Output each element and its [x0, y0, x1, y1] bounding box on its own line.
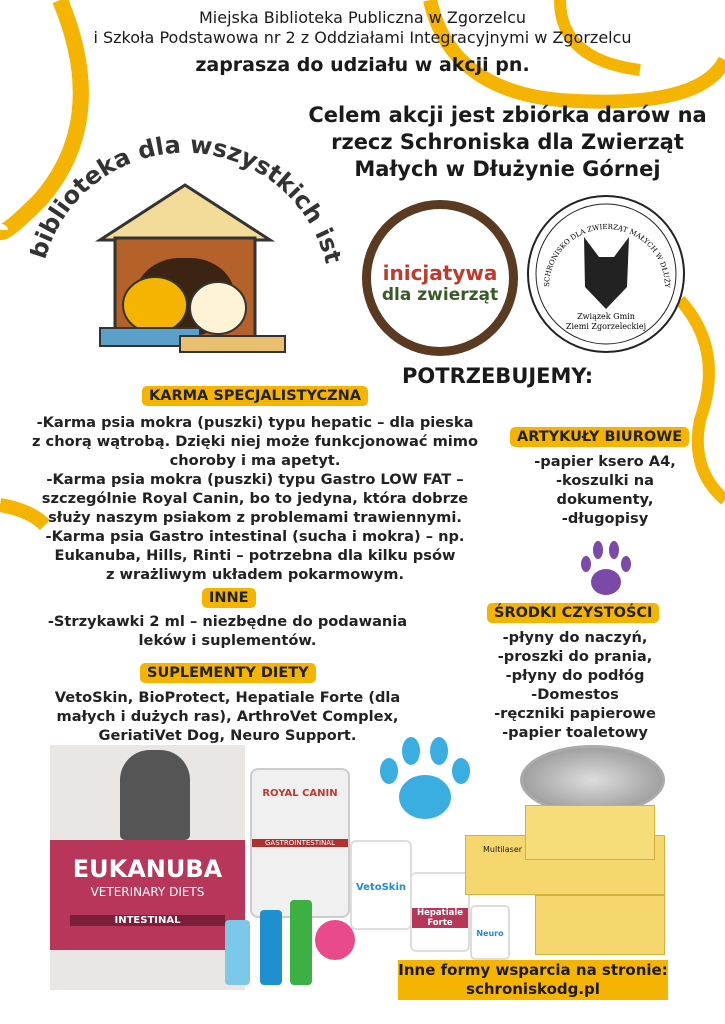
vetoskin-label: VetoSkin	[355, 882, 407, 893]
svg-text:Ziemi Zgorzeleckiej: Ziemi Zgorzeleckiej	[565, 322, 647, 331]
inne-label: INNE	[202, 588, 256, 608]
campaign-logo-text: iblioteka dla wszystkich i	[30, 130, 339, 247]
svg-text:SCHRONISKO DLA ZWIERZĄT MAŁYCH: SCHRONISKO DLA ZWIERZĄT MAŁYCH W DŁUŻY	[542, 222, 672, 288]
royal-canin-product: GASTROINTESTINAL	[252, 839, 348, 847]
initiative-logo-line-2: dla zwierząt	[381, 285, 499, 305]
goal-line-2: rzecz Schroniska dla Zwierząt	[331, 130, 684, 154]
goal-line-1: Celem akcji jest zbiórka darów na	[308, 103, 707, 127]
goal-line-3: Małych w Dłużynie Górnej	[354, 157, 661, 181]
karma-line: szczególnie Royal Canin, bo to jedyna, która dobrze	[41, 490, 469, 507]
biurowe-line: -długopisy	[561, 510, 649, 527]
vetoskin-jar-image	[350, 840, 412, 930]
czystosci-line: -ręczniki papierowe	[494, 705, 656, 722]
svg-text:Związek Gmin: Związek Gmin	[577, 312, 635, 321]
suplementy-line: małych i dużych ras), ArthroVet Complex,	[56, 708, 399, 725]
suplementy-line: VetoSkin, BioProtect, Hepatiale Forte (dla	[54, 689, 401, 706]
suplementy-line: GeriatiVet Dog, Neuro Support.	[98, 727, 357, 744]
karma-line: choroby i ma apetyt.	[169, 452, 341, 469]
biurowe-line: -papier ksero A4,	[534, 453, 676, 470]
goal-text	[290, 102, 725, 183]
needs-title: POTRZEBUJEMY:	[402, 364, 594, 388]
karma-line: z chorą wątrobą. Dzięki niej może funkcjonować mimo	[31, 433, 479, 450]
neuro-label: Neuro	[476, 929, 504, 938]
karma-line: z wrażliwym układem pokarmowym.	[105, 566, 405, 583]
header-line-3: zaprasza do udziału w akcji pn.	[195, 54, 530, 76]
multilaser-label: Multilaser	[483, 845, 523, 854]
blue-paw-icon	[375, 735, 475, 825]
biurowe-line: dokumenty,	[556, 491, 654, 508]
shelter-seal	[527, 195, 685, 353]
czystosci-line: -płyny do podłóg	[505, 667, 645, 684]
hepatiale-jar-image	[410, 872, 470, 952]
footer-website-link[interactable]: schroniskodg.pl	[466, 980, 600, 998]
czystosci-text	[475, 628, 675, 742]
czystosci-line: -płyny do naczyń,	[502, 629, 648, 646]
karma-text	[5, 413, 505, 584]
inne-line: leków i suplementów.	[138, 632, 317, 649]
karma-line: Eukanuba, Hills, Rinti – potrzebna dla kilku psów	[54, 547, 456, 564]
initiative-logo	[362, 200, 518, 356]
eukanuba-subtitle: VETERINARY DIETS	[90, 885, 205, 899]
karma-line: -Karma psia Gastro intestinal (sucha i mokra) – np.	[45, 528, 465, 545]
footer-line-1: Inne formy wsparcia na stronie:	[398, 961, 668, 979]
biurowe-line: -koszulki na	[556, 472, 654, 489]
royal-canin-brand: ROYAL CANIN	[262, 788, 338, 799]
initiative-logo-line-1: inicjatywa	[382, 261, 498, 285]
purple-paw-icon	[578, 538, 634, 598]
eukanuba-intestinal: INTESTINAL	[70, 915, 225, 926]
biurowe-text	[505, 452, 705, 528]
karma-label: KARMA SPECJALISTYCZNA	[142, 386, 368, 406]
eukanuba-brand: EUKANUBA	[72, 855, 223, 883]
footer	[398, 960, 668, 1000]
karma-line: służy naszym psiakom z problemami trawiennymi.	[48, 509, 462, 526]
czystosci-label: ŚRODKI CZYSTOŚCI	[487, 603, 659, 623]
shelter-seal-graphic	[529, 197, 683, 351]
header-line-2: i Szkoła Podstawowa nr 2 z Oddziałami Integracyjnymi w Zgorzelcu	[93, 28, 632, 47]
czystosci-line: -proszki do prania,	[497, 648, 653, 665]
karma-line: -Karma psia mokra (puszki) typu Gastro LOW FAT –	[46, 471, 464, 488]
paper-reams-image	[465, 805, 665, 965]
czystosci-line: -Domestos	[531, 686, 619, 703]
czystosci-line: -papier toaletowy	[502, 724, 648, 741]
hepatiale-label: Hepatiale Forte	[412, 908, 468, 928]
biurowe-label: ARTYKUŁY BIUROWE	[510, 427, 689, 447]
karma-line: -Karma psia mokra (puszki) typu hepatic – dla pieska	[36, 414, 474, 431]
suplementy-label: SUPLEMENTY DIETY	[140, 663, 316, 683]
header-line-1: Miejska Biblioteka Publiczna w Zgorzelcu	[198, 8, 527, 27]
inne-line: -Strzykawki 2 ml – niezbędne do podawania	[47, 613, 408, 630]
inne-text	[0, 612, 455, 650]
